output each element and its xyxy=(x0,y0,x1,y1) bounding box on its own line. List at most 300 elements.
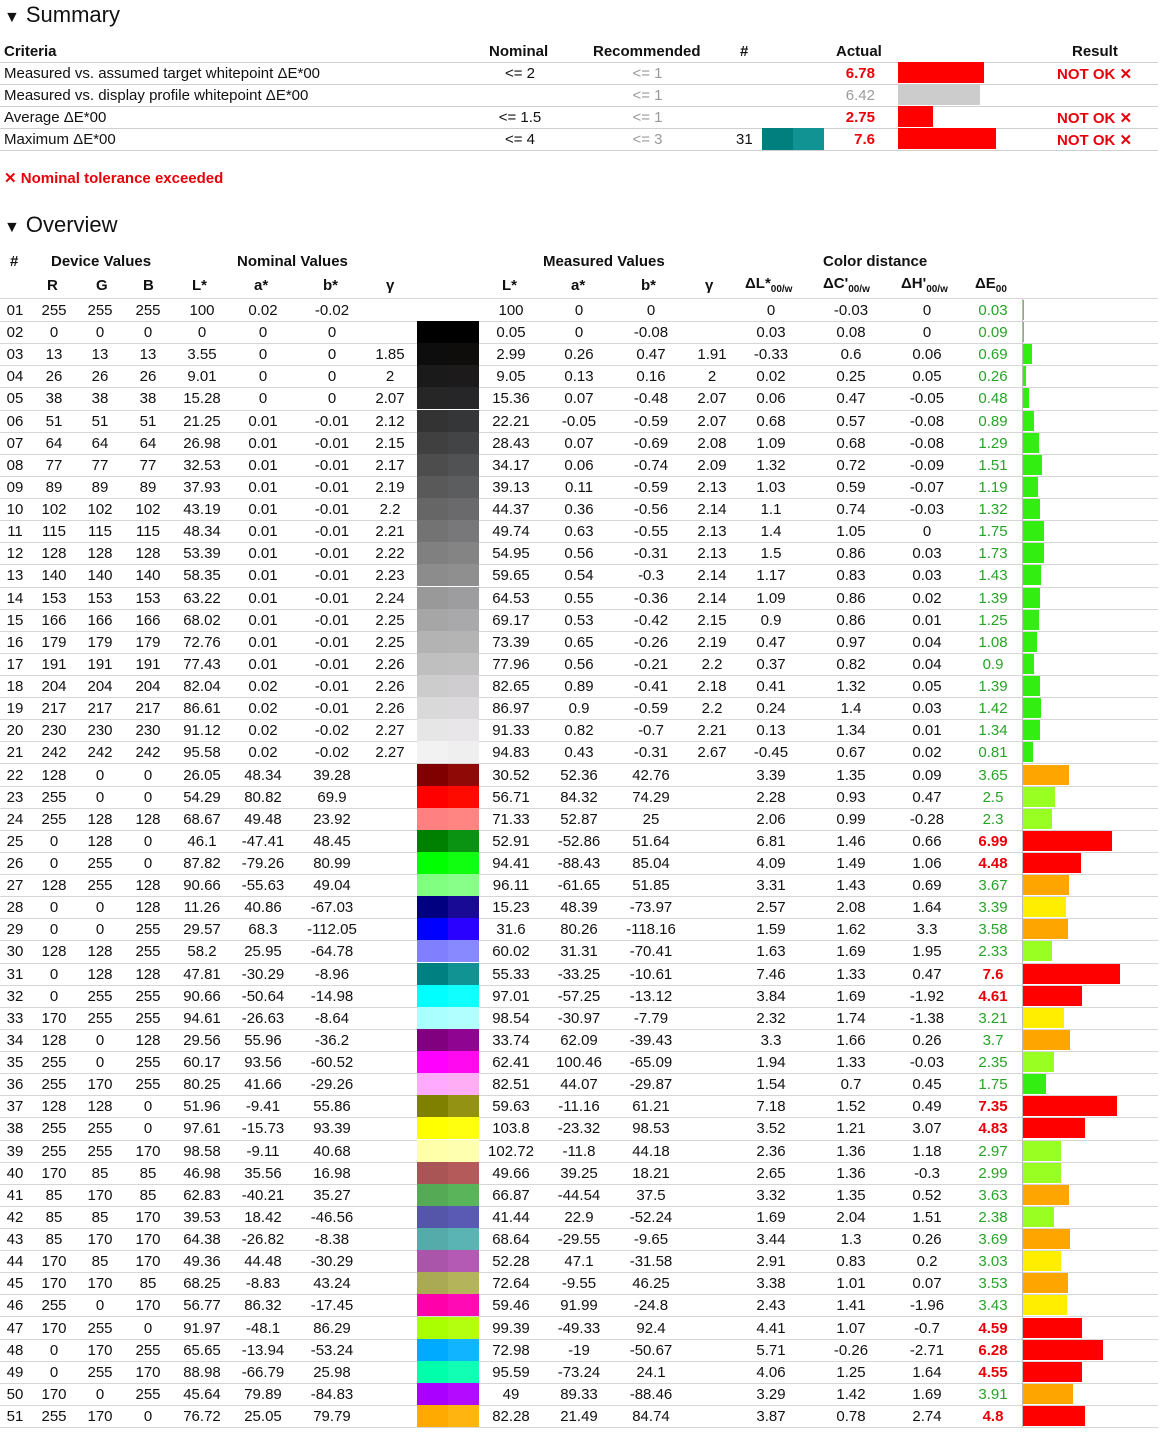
result-cell: NOT OK ✕ xyxy=(1057,132,1133,149)
measured-b-cell: -73.97 xyxy=(629,899,673,917)
device-r-cell: 85 xyxy=(45,1231,63,1249)
delta-c-cell: 1.34 xyxy=(836,722,866,740)
device-r-cell: 38 xyxy=(45,390,63,408)
delta-h-cell: 0.03 xyxy=(912,567,942,585)
measured-b-cell: -29.87 xyxy=(629,1076,673,1094)
device-b-cell: 128 xyxy=(135,545,161,563)
color-swatch xyxy=(417,697,479,719)
nominal-b-cell: -60.52 xyxy=(310,1054,354,1072)
delta-e-bar xyxy=(1023,941,1052,961)
delta-l-cell: 0.24 xyxy=(756,700,786,718)
nominal-l-cell: 49.36 xyxy=(183,1253,221,1271)
nominal-a-cell: 68.3 xyxy=(248,921,278,939)
delta-c-sub: 00/w xyxy=(848,284,870,295)
device-r-cell: 170 xyxy=(41,1253,67,1271)
delta-e-cell: 3.69 xyxy=(978,1231,1008,1249)
overview-row xyxy=(0,631,1158,654)
delta-h-cell: -1.38 xyxy=(909,1009,945,1027)
nominal-a-cell: 0.01 xyxy=(248,434,278,452)
device-b-cell: 255 xyxy=(135,1341,161,1359)
delta-h-cell: 0.47 xyxy=(912,788,942,806)
nominal-cell: <= 2 xyxy=(504,65,536,82)
color-swatch xyxy=(417,1228,479,1250)
nominal-gamma-cell: 2.23 xyxy=(375,567,405,585)
nominal-b-cell: 69.9 xyxy=(317,788,347,806)
color-swatch xyxy=(417,542,479,564)
nominal-b-cell: -0.01 xyxy=(314,478,350,496)
nominal-l-cell: 58.35 xyxy=(183,567,221,585)
measured-b-cell: 42.76 xyxy=(632,766,670,784)
overview-row xyxy=(0,1294,1158,1317)
patch-number-cell: 51 xyxy=(6,1408,24,1425)
delta-e-bar xyxy=(1023,986,1082,1006)
delta-c-cell: 0.6 xyxy=(840,346,862,364)
delta-e-cell: 4.55 xyxy=(978,1363,1008,1381)
delta-h-cell: 0.52 xyxy=(912,1186,942,1204)
overview-row xyxy=(0,808,1158,831)
device-g-cell: 230 xyxy=(87,722,113,740)
delta-l-cell: 2.36 xyxy=(756,1142,786,1160)
delta-e-cell: 3.03 xyxy=(978,1253,1008,1271)
device-g-cell: 170 xyxy=(87,1275,113,1293)
delta-e-cell: 0.03 xyxy=(978,302,1008,319)
device-b-cell: 38 xyxy=(139,390,157,408)
nominal-b-cell: -0.01 xyxy=(314,678,350,696)
overview-row xyxy=(0,1405,1158,1428)
delta-e-bar xyxy=(1023,433,1039,453)
device-b-cell: 115 xyxy=(136,523,160,541)
delta-l-cell: 3.32 xyxy=(756,1186,786,1204)
overview-row xyxy=(0,498,1158,521)
overview-row xyxy=(0,343,1158,366)
measured-b-cell: 51.85 xyxy=(632,877,670,895)
delta-h-cell: 0.26 xyxy=(912,1031,942,1049)
measured-l-cell: 52.28 xyxy=(492,1253,530,1271)
measured-b-cell: -0.31 xyxy=(633,545,669,563)
color-swatch xyxy=(417,830,479,852)
nominal-b-cell: 79.79 xyxy=(313,1408,351,1425)
collapse-triangle-icon[interactable]: ▼ xyxy=(4,219,20,236)
delta-e-bar xyxy=(1023,1163,1061,1183)
overview-row xyxy=(0,432,1158,455)
delta-e-bar xyxy=(1023,1318,1082,1338)
delta-l-cell: 2.32 xyxy=(756,1009,786,1027)
delta-c-cell: 0.72 xyxy=(836,456,866,474)
device-g-cell: 0 xyxy=(95,1297,105,1315)
nominal-gamma-cell: 2.12 xyxy=(375,412,405,430)
color-swatch xyxy=(417,454,479,476)
patch-number-cell: 45 xyxy=(6,1275,24,1293)
delta-c-cell: 0.83 xyxy=(836,1253,866,1271)
delta-c-cell: 0.25 xyxy=(836,368,866,386)
delta-h-label: ΔH' xyxy=(901,275,927,292)
delta-e-bar xyxy=(1023,720,1040,740)
nominal-l-cell: 91.12 xyxy=(183,722,221,740)
device-g-cell: 0 xyxy=(95,899,105,917)
measured-b-cell: -0.48 xyxy=(633,390,669,408)
nominal-a-header: a* xyxy=(254,277,269,294)
measured-l-cell: 64.53 xyxy=(492,589,530,607)
delta-e-bar xyxy=(1023,344,1032,364)
nominal-l-cell: 46.98 xyxy=(183,1164,221,1182)
delta-h-cell: 0.2 xyxy=(916,1253,938,1271)
overview-row xyxy=(0,1206,1158,1229)
measured-b-cell: -0.69 xyxy=(633,434,669,452)
device-r-cell: 166 xyxy=(41,611,67,629)
nominal-l-cell: 91.97 xyxy=(183,1319,221,1337)
nominal-l-cell: 97.61 xyxy=(183,1120,221,1138)
device-b-cell: 89 xyxy=(139,478,157,496)
measured-gamma-cell: 2.14 xyxy=(697,589,727,607)
measured-gamma-cell: 2.14 xyxy=(697,501,727,519)
summary-title: Summary xyxy=(25,2,120,27)
device-r-cell: 115 xyxy=(42,523,66,541)
delta-l-cell: 7.18 xyxy=(756,1098,786,1116)
delta-h-cell: 0.03 xyxy=(912,700,942,718)
measured-a-cell: 0.07 xyxy=(564,434,594,452)
delta-l-cell: 5.71 xyxy=(756,1341,786,1359)
device-g-cell: 166 xyxy=(87,611,113,629)
overview-row xyxy=(0,985,1158,1008)
delta-e-bar xyxy=(1023,1074,1046,1094)
patch-number-cell: 48 xyxy=(6,1341,24,1359)
nominal-l-header: L* xyxy=(192,277,207,294)
delta-l-cell: 0 xyxy=(766,302,776,319)
delta-h-cell: 0.05 xyxy=(912,678,942,696)
nominal-a-cell: 0.02 xyxy=(248,744,278,762)
nominal-b-cell: 49.04 xyxy=(313,877,351,895)
device-b-cell: 170 xyxy=(135,1363,161,1381)
device-g-cell: 242 xyxy=(87,744,113,762)
measured-a-cell: 52.87 xyxy=(560,810,598,828)
delta-e-bar xyxy=(1023,853,1081,873)
device-r-cell: 255 xyxy=(41,788,67,806)
nominal-l-cell: 80.25 xyxy=(183,1076,221,1094)
device-b-cell: 0 xyxy=(143,1319,153,1337)
delta-e-cell: 0.48 xyxy=(978,390,1008,408)
device-b-cell: 255 xyxy=(135,1009,161,1027)
device-r-cell: 85 xyxy=(45,1186,63,1204)
delta-h-cell: -0.09 xyxy=(909,456,945,474)
delta-c-cell: 1.21 xyxy=(836,1120,866,1138)
nominal-b-cell: -17.45 xyxy=(310,1297,354,1315)
device-r-cell: 153 xyxy=(41,589,67,607)
device-g-cell: 0 xyxy=(95,766,105,784)
delta-l-cell: 0.68 xyxy=(756,412,786,430)
nominal-b-cell: -0.01 xyxy=(314,700,350,718)
patch-number-cell: 50 xyxy=(6,1385,24,1403)
delta-e-cell: 4.8 xyxy=(982,1408,1004,1425)
nominal-l-cell: 26.05 xyxy=(183,766,221,784)
delta-c-header xyxy=(823,275,870,295)
delta-e-cell: 2.3 xyxy=(982,810,1004,828)
delta-l-cell: 3.39 xyxy=(756,766,786,784)
delta-e-bar xyxy=(1023,676,1040,696)
delta-e-bar xyxy=(1023,1207,1054,1227)
delta-l-cell: 2.57 xyxy=(756,899,786,917)
device-g-cell: 0 xyxy=(95,1385,105,1403)
device-b-cell: 128 xyxy=(135,1031,161,1049)
measured-l-cell: 82.51 xyxy=(492,1076,530,1094)
device-r-cell: 102 xyxy=(41,501,67,519)
delta-l-cell: 1.54 xyxy=(756,1076,786,1094)
measured-a-cell: 0.53 xyxy=(564,611,594,629)
device-r-cell: 128 xyxy=(41,943,67,961)
measured-a-cell: -11.8 xyxy=(562,1142,596,1160)
measured-a-cell: -61.65 xyxy=(557,877,601,895)
delta-e-bar xyxy=(1023,1052,1054,1072)
measured-gamma-cell: 2 xyxy=(707,368,717,386)
delta-c-cell: 1.69 xyxy=(836,943,866,961)
collapse-triangle-icon[interactable]: ▼ xyxy=(4,9,20,26)
color-swatch xyxy=(417,852,479,874)
device-b-cell: 0 xyxy=(143,1408,153,1425)
measured-a-cell: -0.05 xyxy=(561,412,597,430)
delta-e-bar xyxy=(1023,632,1037,652)
measured-b-cell: 0.47 xyxy=(636,346,666,364)
nominal-b-cell: 35.27 xyxy=(313,1186,351,1204)
device-b-cell: 170 xyxy=(135,1253,161,1271)
nominal-b-cell: 0 xyxy=(327,390,337,408)
delta-e-cell: 2.33 xyxy=(978,943,1008,961)
nominal-b-cell: 80.99 xyxy=(313,855,351,872)
delta-h-cell: 2.74 xyxy=(912,1408,942,1425)
measured-gamma-header: γ xyxy=(705,277,714,294)
summary-heading[interactable] xyxy=(4,2,120,28)
delta-e-cell: 1.34 xyxy=(978,722,1008,740)
nominal-a-cell: -40.21 xyxy=(241,1186,285,1204)
delta-h-cell: 0.05 xyxy=(912,368,942,386)
delta-e-cell: 7.35 xyxy=(978,1098,1008,1116)
nominal-a-cell: -48.1 xyxy=(245,1319,281,1337)
nominal-l-cell: 68.25 xyxy=(183,1275,221,1293)
delta-e-bar xyxy=(1023,765,1069,785)
nominal-l-cell: 15.28 xyxy=(183,390,221,408)
device-g-cell: 170 xyxy=(87,1231,113,1249)
measured-l-cell: 103.8 xyxy=(492,1120,530,1138)
color-swatch xyxy=(417,1317,479,1339)
delta-c-cell: 0.97 xyxy=(836,633,866,651)
measured-gamma-cell: 2.21 xyxy=(697,722,727,740)
delta-e-cell: 1.32 xyxy=(978,501,1008,519)
measured-b-cell: 84.74 xyxy=(632,1408,670,1425)
delta-l-cell: 4.06 xyxy=(756,1363,786,1381)
color-swatch xyxy=(417,498,479,520)
measured-l-cell: 71.33 xyxy=(492,810,530,828)
measured-l-cell: 44.37 xyxy=(492,501,530,519)
color-swatch xyxy=(417,963,479,985)
color-swatch xyxy=(417,653,479,675)
device-r-cell: 242 xyxy=(41,744,67,762)
device-g-cell: 170 xyxy=(87,1341,113,1359)
patch-number-cell: 17 xyxy=(6,655,24,673)
delta-e-cell: 1.19 xyxy=(978,478,1008,496)
overview-row xyxy=(0,454,1158,477)
delta-c-cell: 0.83 xyxy=(836,567,866,585)
device-b-cell: 85 xyxy=(139,1164,157,1182)
delta-c-cell: 1.43 xyxy=(836,877,866,895)
device-g-cell: 140 xyxy=(87,567,113,585)
delta-l-cell: 3.52 xyxy=(756,1120,786,1138)
measured-a-cell: 31.31 xyxy=(560,943,598,961)
device-g-cell: 13 xyxy=(91,346,109,364)
delta-h-cell: 0.49 xyxy=(912,1098,942,1116)
nominal-gamma-cell: 2 xyxy=(385,368,395,386)
delta-c-cell: 2.04 xyxy=(836,1208,866,1226)
summary-row xyxy=(0,128,1158,151)
device-r-cell: 0 xyxy=(49,1341,59,1359)
measured-b-header: b* xyxy=(641,277,656,294)
nominal-l-cell: 77.43 xyxy=(183,655,221,673)
color-swatch xyxy=(417,1140,479,1162)
delta-h-cell: -0.08 xyxy=(909,412,945,430)
measured-b-cell: -9.65 xyxy=(633,1231,669,1249)
measured-b-cell: -13.12 xyxy=(629,987,673,1005)
measured-l-cell: 82.65 xyxy=(492,678,530,696)
delta-l-cell: 3.38 xyxy=(756,1275,786,1293)
measured-b-cell: 44.18 xyxy=(632,1142,670,1160)
delta-c-cell: 2.08 xyxy=(836,899,866,917)
measured-l-cell: 72.64 xyxy=(492,1275,530,1293)
device-b-cell: 170 xyxy=(135,1297,161,1315)
nominal-b-cell: -64.78 xyxy=(310,943,354,961)
nominal-b-cell: -30.29 xyxy=(310,1253,354,1271)
measured-l-cell: 96.11 xyxy=(492,877,530,895)
delta-l-cell: 0.41 xyxy=(756,678,786,696)
nominal-b-cell: 55.86 xyxy=(313,1098,351,1116)
b-header: B xyxy=(143,277,154,294)
device-g-cell: 77 xyxy=(91,456,109,474)
nominal-gamma-cell: 2.25 xyxy=(375,633,405,651)
delta-l-cell: -0.45 xyxy=(753,744,789,762)
measured-b-cell: -0.3 xyxy=(638,567,664,585)
delta-h-cell: 1.51 xyxy=(912,1208,942,1226)
patch-number-cell: 24 xyxy=(6,810,24,828)
recommended-cell: <= 1 xyxy=(632,65,663,82)
delta-e-bar xyxy=(1023,543,1044,563)
delta-h-cell: -0.05 xyxy=(909,390,945,408)
delta-l-cell: 1.1 xyxy=(760,501,782,519)
nominal-l-cell: 63.22 xyxy=(183,589,221,607)
patch-number-cell: 47 xyxy=(6,1319,24,1337)
measured-b-cell: 74.29 xyxy=(632,788,670,806)
overview-row xyxy=(0,1250,1158,1273)
delta-e-cell: 1.39 xyxy=(978,589,1008,607)
delta-e-bar xyxy=(1023,1141,1061,1161)
nominal-b-cell: -36.2 xyxy=(314,1031,350,1049)
overview-row xyxy=(0,410,1158,433)
delta-l-cell: 3.31 xyxy=(756,877,786,895)
color-swatch xyxy=(417,675,479,697)
nominal-a-cell: 40.86 xyxy=(244,899,282,917)
criteria-header: Criteria xyxy=(4,43,57,60)
delta-h-sub: 00/w xyxy=(926,284,948,295)
patch-number-cell: 12 xyxy=(6,545,24,563)
overview-title: Overview xyxy=(25,212,118,237)
delta-h-cell: 0.45 xyxy=(912,1076,942,1094)
device-r-cell: 255 xyxy=(41,1142,67,1160)
delta-h-cell: 0.01 xyxy=(912,611,942,629)
measured-l-cell: 94.41 xyxy=(492,855,530,872)
nominal-b-cell: -84.83 xyxy=(310,1385,354,1403)
patch-number-cell: 23 xyxy=(6,788,24,806)
overview-heading[interactable] xyxy=(4,212,118,238)
nominal-a-cell: 0.01 xyxy=(248,655,278,673)
nominal-a-cell: 93.56 xyxy=(244,1054,282,1072)
measured-l-cell: 77.96 xyxy=(492,655,530,673)
nominal-gamma-cell: 2.24 xyxy=(375,589,405,607)
device-b-cell: 0 xyxy=(143,1098,153,1116)
device-b-cell: 0 xyxy=(143,788,153,806)
measured-gamma-cell: 1.91 xyxy=(697,346,727,364)
actual-bar xyxy=(898,106,933,127)
delta-l-cell: 1.32 xyxy=(756,456,786,474)
measured-a-cell: 0.36 xyxy=(564,501,594,519)
device-b-cell: 255 xyxy=(135,987,161,1005)
nominal-b-cell: -14.98 xyxy=(310,987,354,1005)
measured-l-cell: 59.63 xyxy=(492,1098,530,1116)
delta-l-cell: 3.29 xyxy=(756,1385,786,1403)
delta-h-cell: -1.96 xyxy=(909,1297,945,1315)
delta-h-cell: -0.03 xyxy=(909,1054,945,1072)
nominal-b-cell: 16.98 xyxy=(313,1164,351,1182)
color-swatch xyxy=(417,940,479,962)
overview-row xyxy=(0,321,1158,344)
delta-e-cell: 2.97 xyxy=(978,1142,1008,1160)
nominal-l-cell: 88.98 xyxy=(183,1363,221,1381)
measured-gamma-cell: 2.07 xyxy=(697,412,727,430)
delta-e-bar xyxy=(1023,1118,1085,1138)
measured-l-cell: 99.39 xyxy=(492,1319,530,1337)
measured-a-cell: 52.36 xyxy=(560,766,598,784)
nominal-a-cell: -55.63 xyxy=(241,877,285,895)
measured-a-cell: 0.26 xyxy=(564,346,594,364)
color-swatch xyxy=(417,918,479,940)
device-b-cell: 179 xyxy=(135,633,161,651)
nominal-a-cell: 0.01 xyxy=(248,633,278,651)
measured-a-cell: -19 xyxy=(568,1341,590,1359)
measured-gamma-cell: 2.09 xyxy=(697,456,727,474)
measured-a-cell: 0.56 xyxy=(564,545,594,563)
patch-number-cell: 37 xyxy=(6,1098,24,1116)
nominal-a-cell: -47.41 xyxy=(241,832,285,850)
overview-row xyxy=(0,365,1158,388)
overview-row xyxy=(0,1029,1158,1052)
delta-c-cell: 0.82 xyxy=(836,655,866,673)
measured-b-cell: -0.42 xyxy=(633,611,669,629)
color-swatch xyxy=(417,587,479,609)
color-swatch xyxy=(417,365,479,387)
device-g-cell: 255 xyxy=(87,1142,113,1160)
delta-e-cell: 0.9 xyxy=(982,655,1004,673)
device-g-cell: 89 xyxy=(91,478,109,496)
device-g-cell: 217 xyxy=(87,700,113,718)
device-r-cell: 140 xyxy=(41,567,67,585)
measured-l-cell: 68.64 xyxy=(492,1231,530,1249)
measured-a-cell: 62.09 xyxy=(560,1031,598,1049)
nominal-b-cell: -0.02 xyxy=(314,722,350,740)
device-b-cell: 217 xyxy=(135,700,161,718)
overview-row xyxy=(0,1339,1158,1362)
overview-row xyxy=(0,1140,1158,1163)
device-b-cell: 128 xyxy=(135,899,161,917)
device-b-cell: 0 xyxy=(143,1120,153,1138)
measured-a-header: a* xyxy=(571,277,586,294)
overview-row xyxy=(0,1361,1158,1384)
device-r-cell: 0 xyxy=(49,324,59,342)
delta-c-cell: 1.33 xyxy=(836,1054,866,1072)
overview-row xyxy=(0,609,1158,632)
